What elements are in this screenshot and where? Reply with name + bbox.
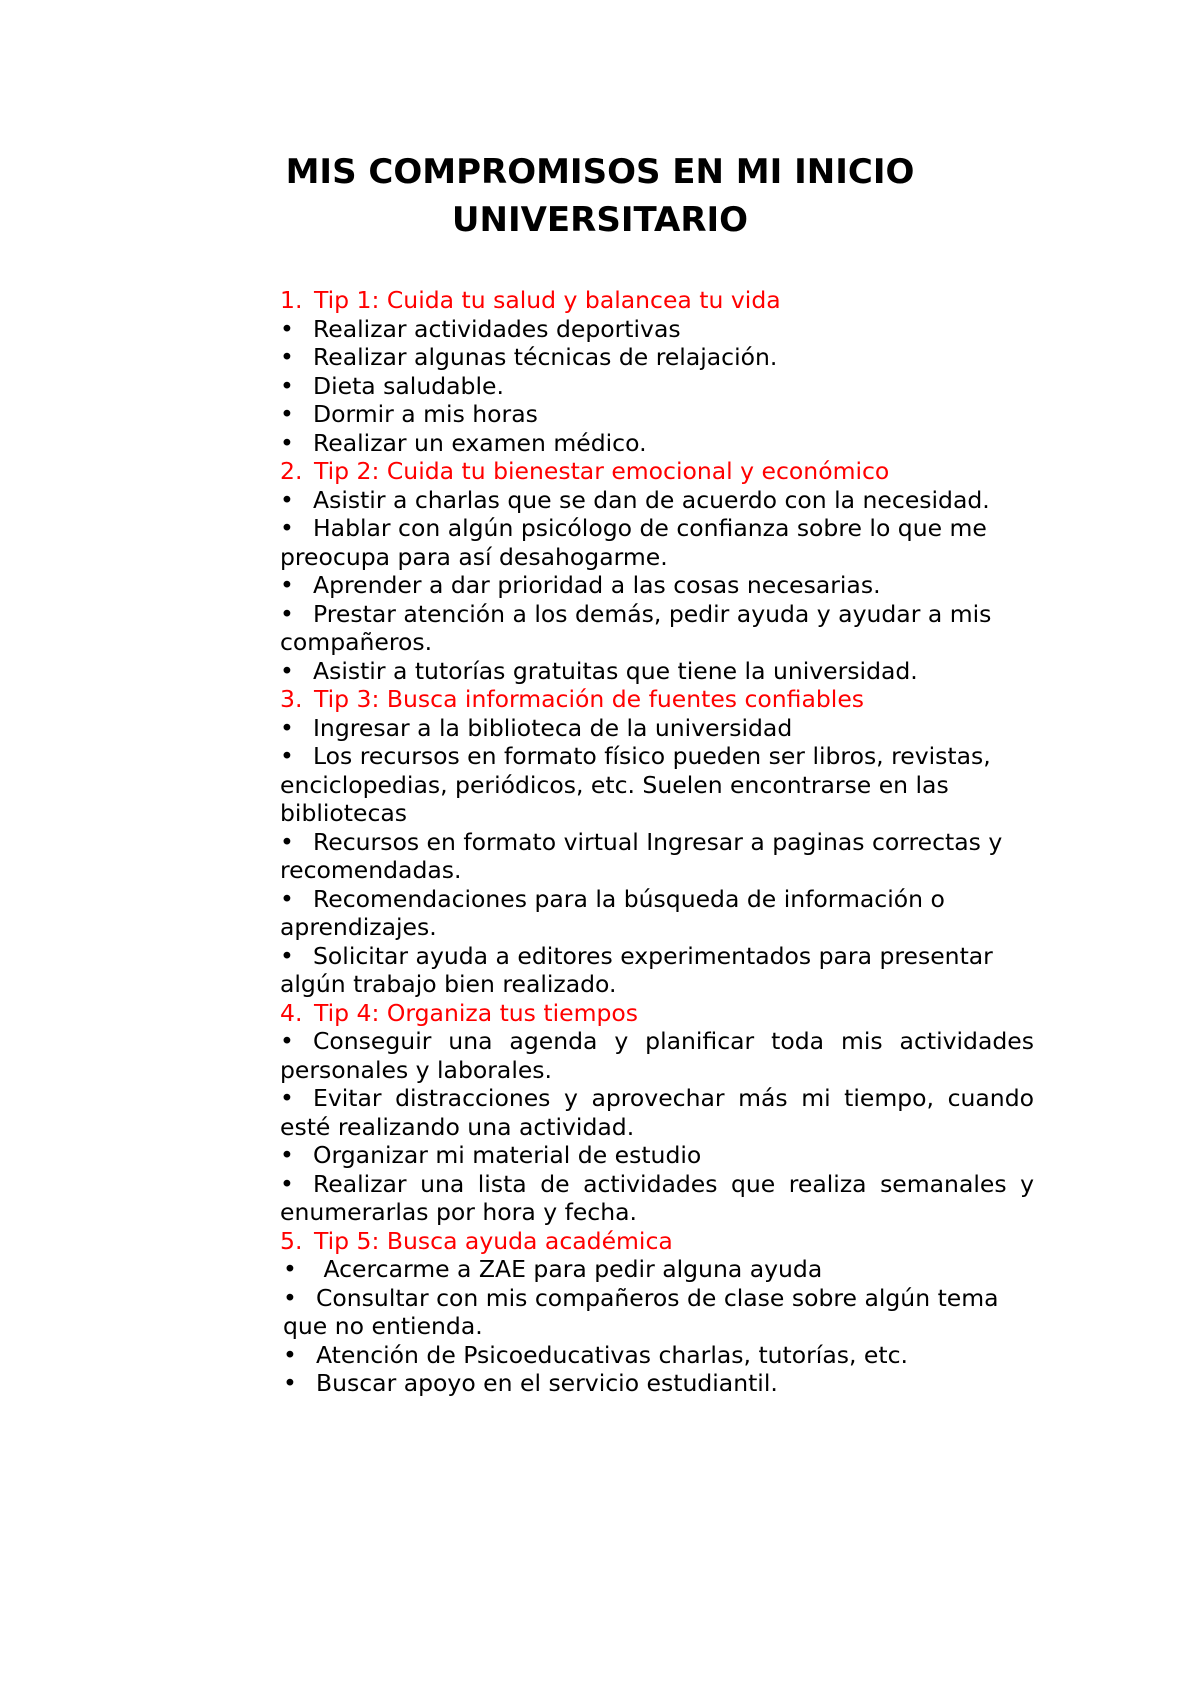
list-item: • Los recursos en formato físico pueden ser libros, revistas, enciclopedias, periódicos, etc. Suelen encontrarse en las bibliotecas (280, 742, 991, 827)
tip-2-heading (280, 457, 1034, 486)
tip-3-heading (280, 685, 1034, 714)
bullet: • (280, 371, 294, 400)
bullet: • (280, 1027, 294, 1055)
list-item: • Realizar una lista de actividades que realiza semanales y enumerarlas por hora y fecha. (280, 1169, 1034, 1226)
bullet: • (280, 941, 294, 970)
tip-heading-text: Tip 5: Busca ayuda académica (314, 1226, 673, 1255)
bullet: • (280, 485, 294, 514)
list-item: • Prestar atención a los demás, pedir ayuda y ayudar a mis compañeros. (280, 599, 992, 656)
bullet: • (283, 1255, 297, 1283)
bullet: • (280, 314, 294, 343)
list-item: • Consultar con mis compañeros de clase sobre algún tema que no entienda. (283, 1283, 999, 1340)
tip-5-heading (280, 1227, 1034, 1256)
list-item: • Recursos en formato virtual Ingresar a paginas correctas y recomendadas. (280, 827, 1003, 884)
list-item: • Evitar distracciones y aprovechar más mi tiempo, cuando esté realizando una actividad. (280, 1084, 1034, 1141)
bullet: • (280, 827, 294, 856)
list-item: • Buscar apoyo en el servicio estudiantil. (283, 1369, 778, 1397)
document-title (200, 148, 1000, 244)
list-item: • Atención de Psicoeducativas charlas, tutorías, etc. (283, 1340, 908, 1369)
tip-4-heading (280, 999, 1034, 1028)
bullet: • (280, 1169, 294, 1198)
title-line-2: UNIVERSITARIO (451, 200, 749, 240)
list-item: • Organizar mi material de estudio (280, 1141, 702, 1169)
bullet: • (283, 1283, 297, 1312)
document-body (280, 286, 1034, 1398)
tip-number: 3. (280, 685, 303, 713)
bullet: • (280, 884, 294, 913)
tip-number: 1. (280, 286, 303, 314)
list-item: • Acercarme a ZAE para pedir alguna ayuda (283, 1255, 823, 1283)
list-item: • Asistir a tutorías gratuitas que tiene la universidad. (280, 656, 918, 685)
bullet: • (280, 428, 294, 457)
bullet: • (280, 343, 294, 371)
title-line-1: MIS COMPROMISOS EN MI INICIO (285, 152, 915, 192)
list-item: • Conseguir una agenda y planificar toda mis actividades personales y laborales. (280, 1027, 1034, 1084)
list-item: • Realizar un examen médico. (280, 428, 647, 457)
bullet: • (280, 1084, 294, 1112)
bullet: • (280, 713, 294, 742)
list-item: • Solicitar ayuda a editores experimentados para presentar algún trabajo bien realizado. (280, 941, 993, 998)
list-item: • Realizar actividades deportivas (280, 314, 681, 343)
bullet: • (280, 599, 294, 628)
list-item: • Asistir a charlas que se dan de acuerdo con la necesidad. (280, 485, 990, 514)
tip-heading-text: Tip 3: Busca información de fuentes confiables (314, 685, 865, 713)
list-item: • Dormir a mis horas (280, 400, 538, 428)
bullet: • (280, 656, 294, 685)
tip-heading-text: Tip 1: Cuida tu salud y balancea tu vida (314, 286, 781, 314)
bullet: • (280, 514, 294, 542)
list-item: • Hablar con algún psicólogo de confianza sobre lo que me preocupa para así desahogarme. (280, 514, 987, 571)
bullet: • (280, 400, 294, 428)
bullet: • (280, 742, 294, 770)
bullet: • (283, 1340, 297, 1369)
list-item: • Recomendaciones para la búsqueda de información o aprendizajes. (280, 884, 945, 941)
tip-heading-text: Tip 4: Organiza tus tiempos (314, 998, 639, 1027)
bullet: • (280, 571, 294, 599)
tip-number: 5. (280, 1226, 303, 1255)
list-item: • Realizar algunas técnicas de relajación. (280, 343, 778, 371)
tip-heading-text: Tip 2: Cuida tu bienestar emocional y económico (314, 457, 890, 485)
tip-1-heading (280, 286, 1034, 315)
list-item: • Ingresar a la biblioteca de la universidad (280, 713, 793, 742)
bullet: • (283, 1369, 297, 1397)
bullet: • (280, 1141, 294, 1169)
list-item: • Dieta saludable. (280, 371, 504, 400)
list-item: • Aprender a dar prioridad a las cosas necesarias. (280, 571, 881, 599)
tip-number: 2. (280, 457, 303, 485)
tip-number: 4. (280, 998, 303, 1027)
